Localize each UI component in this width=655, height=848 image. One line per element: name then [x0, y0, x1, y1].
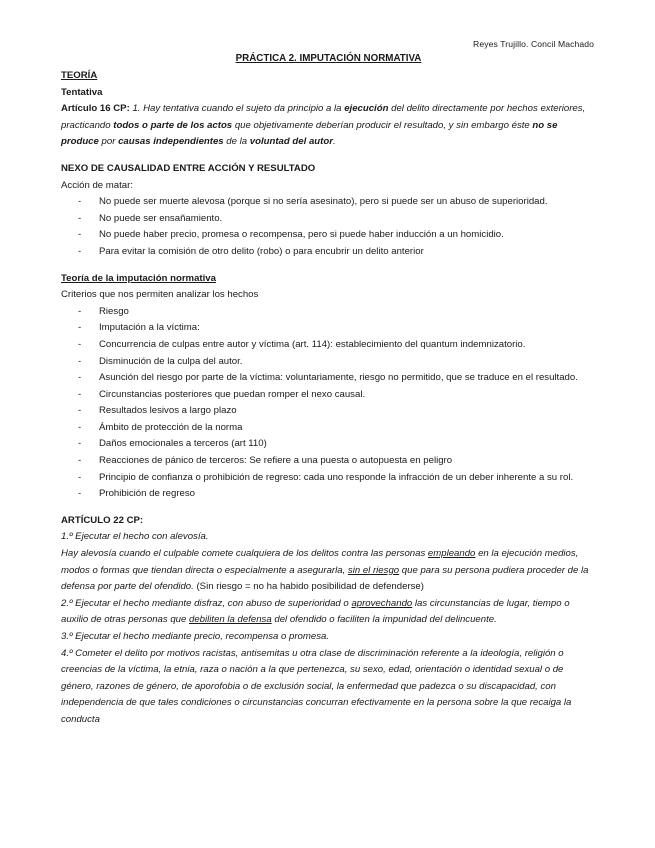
document-body: [61, 52, 596, 729]
article-22-item-4: 4.º Cometer el delito por motivos racistas, antisemitas u otra clase de discriminación referente a la ideología, religión o creencias de la víctima, la etnia, raza o nación a la que pertenezca, su sexo, edad, orientación o identidad sexual o de género, razones de género, de aporofobia o de exclusión social, la enfermedad que padezca o su discapacidad, con independencia de que tales condiciones o circunstancias concurran efectivamente en la persona sobre la que recaiga la conducta: [61, 647, 572, 725]
section-heading-nexo: NEXO DE CAUSALIDAD ENTRE ACCIÓN Y RESULTADO: [61, 162, 316, 174]
article-22-item-1-heading: 1.º Ejecutar el hecho con alevosía.: [61, 531, 209, 543]
list-item: - Circunstancias posteriores que puedan romper el nexo causal.: [61, 387, 596, 404]
list-item: - Resultados lesivos a largo plazo: [61, 403, 596, 420]
section-heading-imputacion: Teoría de la imputación normativa: [61, 272, 216, 284]
list-item: - Imputación a la víctima:: [61, 320, 596, 337]
article-16-paragraph: Artículo 16 CP: 1. Hay tentativa cuando el sujeto da principio a la ejecución del delito directamente por hechos exteriores, practicando todos o parte de los actos que objetivamente deberían producir el resultado, y sin embargo éste no se produce por causas independientes de la voluntad del autor.: [61, 103, 586, 148]
list-item: - No puede haber precio, promesa o recompensa, pero si puede haber inducción a un homicidio.: [61, 227, 596, 244]
imputacion-list: [61, 304, 596, 503]
list-item: - Principio de confianza o prohibición de regreso: cada uno responde la infracción de un deber inherente a su rol.: [61, 470, 596, 487]
section-heading-teoria: TEORÍA: [61, 70, 98, 81]
list-item: - Asunción del riesgo por parte de la víctima: voluntariamente, riesgo no permitido, que se traduce en el resultado.: [61, 370, 596, 387]
list-item: - Reacciones de pánico de terceros: Se refiere a una puesta o autopuesta en peligro: [61, 453, 596, 470]
nexo-list: [61, 194, 596, 260]
article-16-label: Artículo 16 CP:: [61, 103, 130, 115]
list-item: - Prohibición de regreso: [61, 486, 596, 503]
imputacion-intro: Criterios que nos permiten analizar los hechos: [61, 289, 259, 301]
subheading-tentativa: Tentativa: [61, 86, 103, 98]
article-22-item-2: 2.º Ejecutar el hecho mediante disfraz, con abuso de superioridad o aprovechando las circunstancias de lugar, tiempo o auxilio de otras personas que debiliten la defensa del ofendido o faciliten la impunidad del delincuente.: [61, 597, 570, 626]
nexo-intro: Acción de matar:: [61, 179, 133, 191]
article-22-item-3: 3.º Ejecutar el hecho mediante precio, recompensa o promesa.: [61, 631, 330, 642]
article-22-item-1-text: Hay alevosía cuando el culpable comete cualquiera de los delitos contra las personas empleando en la ejecución medios, modos o formas que tiendan directa o especialmente a asegurarla, sin el riesgo que para su persona pudiera proceder de la defensa por parte del ofendido. (Sin riesgo = no ha habido posibilidad de defenderse): [61, 548, 589, 593]
list-item: - Disminución de la culpa del autor.: [61, 354, 596, 371]
page-title: PRÁCTICA 2. IMPUTACIÓN NORMATIVA: [235, 53, 422, 64]
list-item: - Concurrencia de culpas entre autor y víctima (art. 114): establecimiento del quantum indemnizatorio.: [61, 337, 596, 354]
section-heading-article-22: ARTÍCULO 22 CP:: [61, 514, 144, 526]
list-item: - Daños emocionales a terceros (art 110): [61, 436, 596, 453]
note-sin-riesgo: (Sin riesgo = no ha habido posibilidad de defenderse): [196, 581, 424, 593]
list-item: - No puede ser ensañamiento.: [61, 211, 596, 228]
list-item: - No puede ser muerte alevosa (porque si no sería asesinato), pero si puede ser un abuso de superioridad.: [61, 194, 596, 211]
list-item: - Para evitar la comisión de otro delito (robo) o para encubrir un delito anterior: [61, 244, 596, 261]
list-item: - Ámbito de protección de la norma: [61, 420, 596, 437]
list-item: - Riesgo: [61, 304, 596, 321]
page-header-author: Reyes Trujillo. Concil Machado: [473, 39, 594, 49]
